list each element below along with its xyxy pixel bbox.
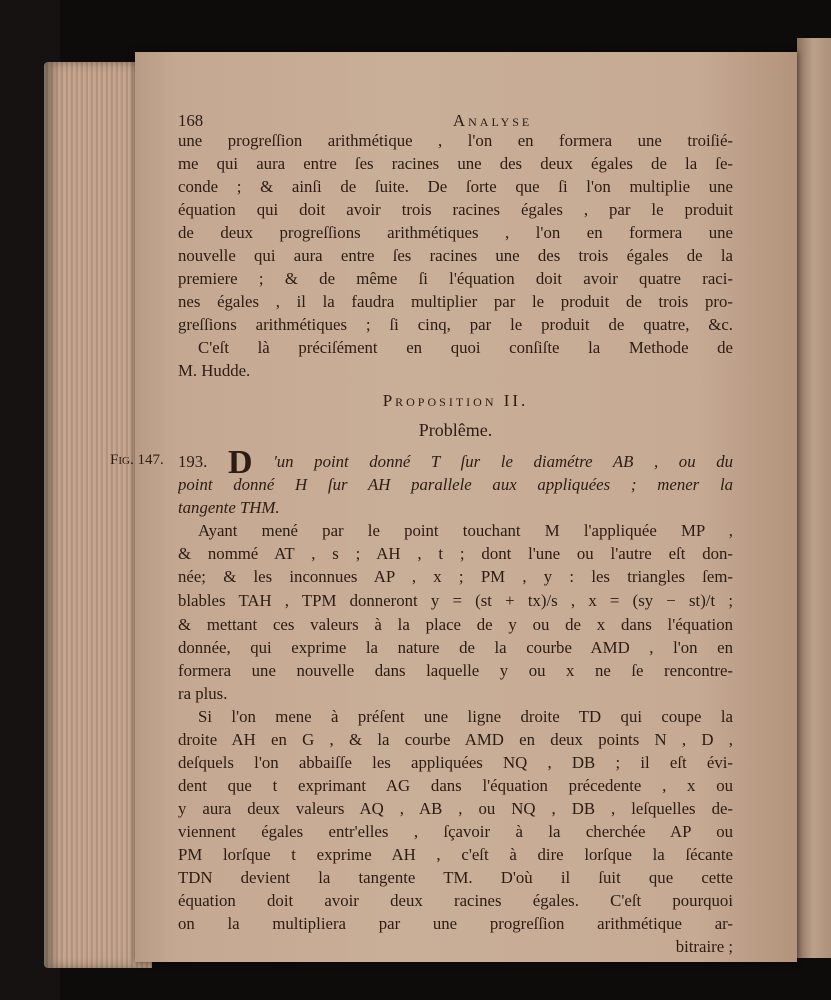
enunciation-line: point donné H ſur AH parallele aux appliquées ; mener la [178, 475, 733, 494]
drop-cap: D [228, 444, 253, 481]
text-line: C'eſt là préciſément en quoi conſiſte la Methode de [198, 338, 733, 357]
body-line: TDN devient la tangente TM. D'où il ſuit que cette [178, 868, 733, 887]
text-line: greſſions arithmétiques ; ſi cinq, par le produit de quatre, &c. [178, 315, 733, 334]
body-line: on la multipliera par une progreſſion arithmétique ar- [178, 914, 733, 933]
body-line: équation doit avoir deux racines égales. C'eſt pourquoi [178, 891, 733, 910]
body-line: Ayant mené par le point touchant M l'appliquée MP , [198, 521, 733, 540]
body-line: & nommé AT , s ; AH , t ; dont l'une ou l'autre eſt don- [178, 544, 733, 563]
text-line: une progreſſion arithmétique , l'on en formera une troiſié- [178, 131, 733, 150]
body-line: & mettant ces valeurs à la place de y ou de x dans l'équation [178, 615, 733, 634]
text-line: de deux progreſſions arithmétiques , l'on en formera une [178, 223, 733, 242]
text-line: nes égales , il la faudra multiplier par le produit de trois pro- [178, 292, 733, 311]
body-line: dent que t exprimant AG dans l'équation précedente , x ou [178, 776, 733, 795]
text-line: me qui aura entre ſes racines une des deux égales de la ſe- [178, 154, 733, 173]
text-line: M. Hudde. [178, 361, 251, 380]
text-line: premiere ; & de même ſi l'équation doit avoir quatre raci- [178, 269, 733, 288]
body-line: deſquels l'on abbaiſſe les appliquées NQ , DB ; il eſt évi- [178, 753, 733, 772]
body-line: formera une nouvelle dans laquelle y ou x ne ſe rencontre- [178, 661, 733, 680]
next-page-edge [797, 38, 831, 958]
body-line: y aura deux valeurs AQ , AB , ou NQ , DB , leſquelles de- [178, 799, 733, 818]
running-title: Analyse [453, 111, 533, 130]
body-line: née; & les inconnues AP , x ; PM , y : les triangles ſem- [178, 567, 733, 586]
body-line: ra plus. [178, 684, 228, 703]
paragraph-number: 193. [178, 452, 208, 471]
body-line: donnée, qui exprime la nature de la courbe AMD , l'on en [178, 638, 733, 657]
body-line: bitraire ; [675, 937, 733, 956]
body-line: droite AH en G , & la courbe AMD en deux points N , D , [178, 730, 733, 749]
proposition-heading: Proposition II. [382, 391, 529, 410]
text-line: nouvelle qui aura entre ſes racines une des trois égales de la [178, 246, 733, 265]
body-line: blables TAH , TPM donneront y = (st + tx)/s , x = (sy − st)/t ; [178, 591, 733, 610]
running-head [178, 110, 733, 132]
enunciation-text: 'un point donné T ſur le diamétre AB , ou du [273, 452, 733, 471]
figure-reference: Fig. 147. [110, 452, 164, 468]
body-line: Si l'on mene à préſent une ligne droite TD qui coupe la [198, 707, 733, 726]
page-number: 168 [178, 111, 204, 130]
enunciation-line: tangente THM. [178, 498, 280, 517]
text-line: équation qui doit avoir trois racines égales , par le produit [178, 200, 733, 219]
body-line: viennent égales entr'elles , ſçavoir à la cherchée AP ou [178, 822, 733, 841]
probleme-heading: Problême. [418, 420, 493, 440]
body-line: PM lorſque t exprime AH , c'eſt à dire lorſque la ſécante [178, 845, 733, 864]
text-line: conde ; & ainſi de ſuite. De ſorte que ſi l'on multiplie une [178, 177, 733, 196]
